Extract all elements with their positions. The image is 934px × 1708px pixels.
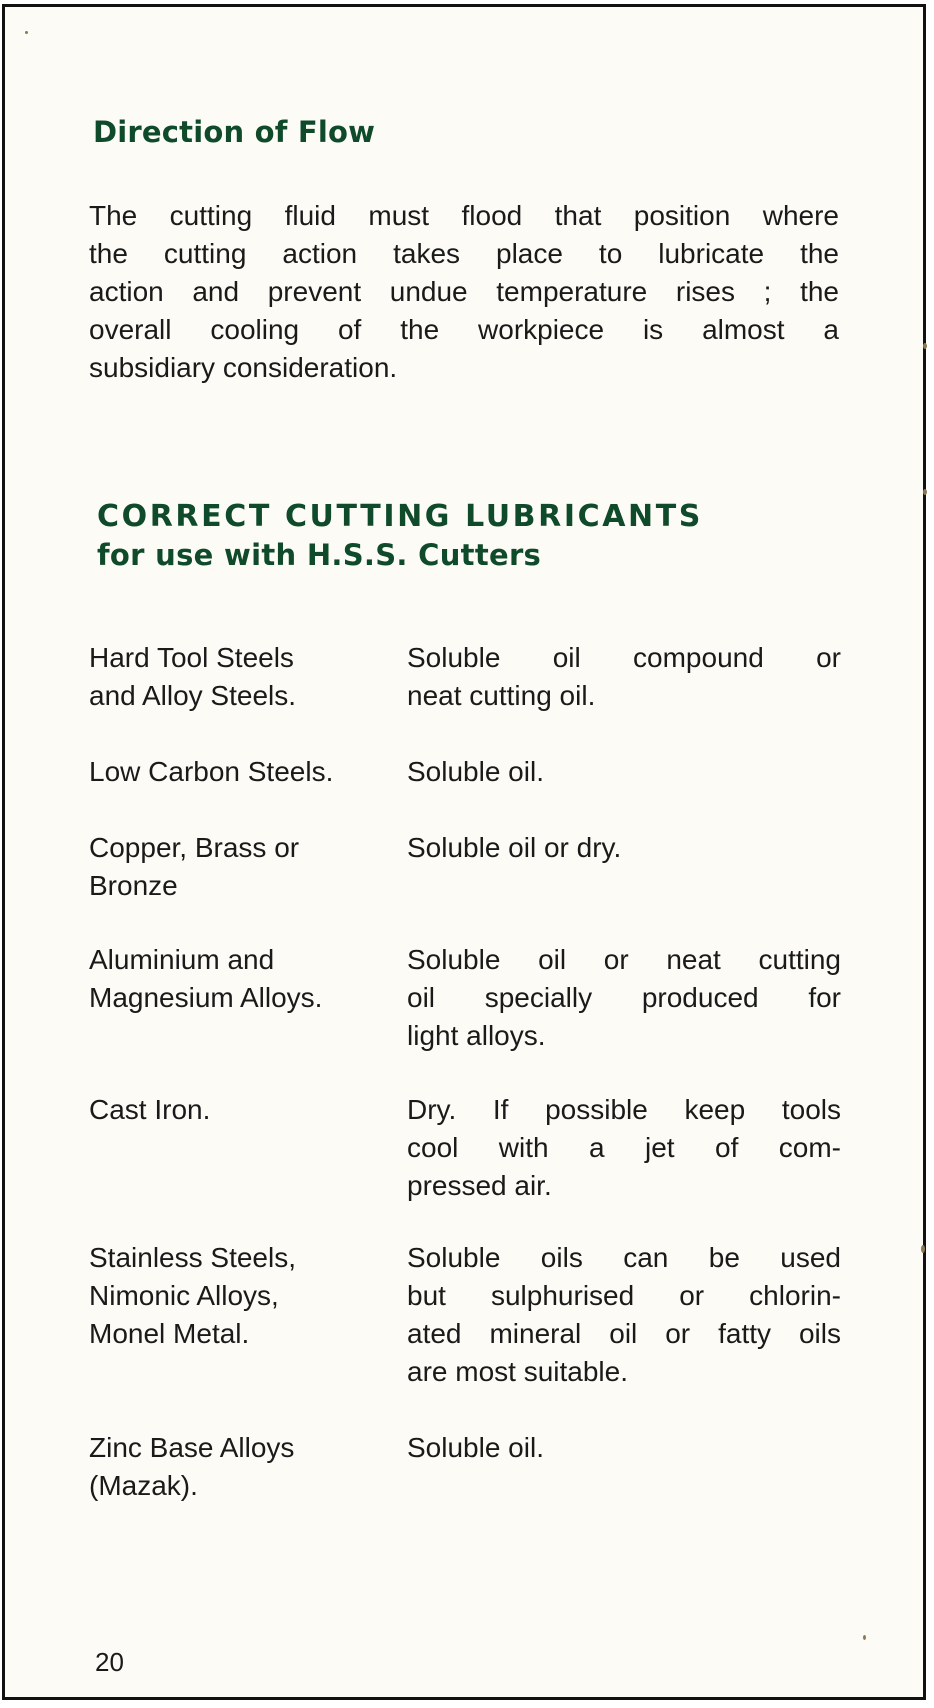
material-cell [89,941,399,1017]
paper-speck [863,1635,866,1640]
lubricant-line: are most suitable. [407,1356,628,1387]
paper-speck [923,343,927,349]
paragraph-line: overall cooling of the workpiece is almost a [89,314,839,345]
paper-speck [923,489,927,495]
section-heading-direction-of-flow: Direction of Flow [93,115,376,149]
lubricant-line: Soluble oil or dry. [407,832,622,863]
lubricant-line: cool with a jet of com- [407,1132,841,1163]
lubricants-section-subtitle: for use with H.S.S. Cutters [97,538,542,572]
document-page [2,4,926,1700]
material-line: and Alloy Steels. [89,680,297,711]
material-line: Copper, Brass or [89,832,300,863]
lubricant-line: Soluble oil. [407,756,544,787]
lubricant-cell [407,1239,841,1391]
material-line: Bronze [89,870,178,901]
material-cell [89,1239,399,1353]
material-line: Hard Tool Steels [89,642,294,673]
material-line: Zinc Base Alloys [89,1432,295,1463]
lubricant-line: light alloys. [407,1020,546,1051]
paper-speck [921,1245,925,1253]
material-line: Magnesium Alloys. [89,982,323,1013]
material-line: Cast Iron. [89,1094,211,1125]
material-cell [89,753,399,791]
lubricant-cell [407,941,841,1055]
lubricant-line: Dry. If possible keep tools [407,1094,841,1125]
material-line: Low Carbon Steels. [89,756,334,787]
lubricant-cell [407,1091,841,1205]
direction-of-flow-paragraph [89,197,839,387]
material-line: (Mazak). [89,1470,198,1501]
paragraph-line: action and prevent undue temperature rises ; the [89,276,839,307]
lubricant-line: neat cutting oil. [407,680,596,711]
material-cell [89,639,399,715]
lubricant-line: pressed air. [407,1170,552,1201]
material-line: Stainless Steels, [89,1242,296,1273]
material-line: Nimonic Alloys, [89,1280,279,1311]
page-number: 20 [95,1647,124,1677]
paper-speck [25,31,28,34]
paragraph-line: the cutting action takes place to lubricate the [89,238,839,269]
material-cell [89,1091,399,1129]
lubricant-line: Soluble oil compound or [407,642,841,673]
material-line: Aluminium and [89,944,275,975]
material-line: Monel Metal. [89,1318,250,1349]
lubricant-line: Soluble oil. [407,1432,544,1463]
paragraph-line: subsidiary consideration. [89,352,398,383]
lubricant-cell [407,1429,841,1467]
lubricant-line: ated mineral oil or fatty oils [407,1318,841,1349]
lubricant-cell [407,753,841,791]
material-cell [89,1429,399,1505]
lubricant-line: oil specially produced for [407,982,841,1013]
lubricant-cell [407,639,841,715]
material-cell [89,829,399,905]
lubricant-cell [407,829,841,867]
lubricant-line: Soluble oils can be used [407,1242,841,1273]
lubricant-line: but sulphurised or chlorin- [407,1280,841,1311]
lubricant-line: Soluble oil or neat cutting [407,944,841,975]
paragraph-line: The cutting fluid must flood that position where [89,200,839,231]
lubricants-section-title: CORRECT CUTTING LUBRICANTS [97,499,704,534]
